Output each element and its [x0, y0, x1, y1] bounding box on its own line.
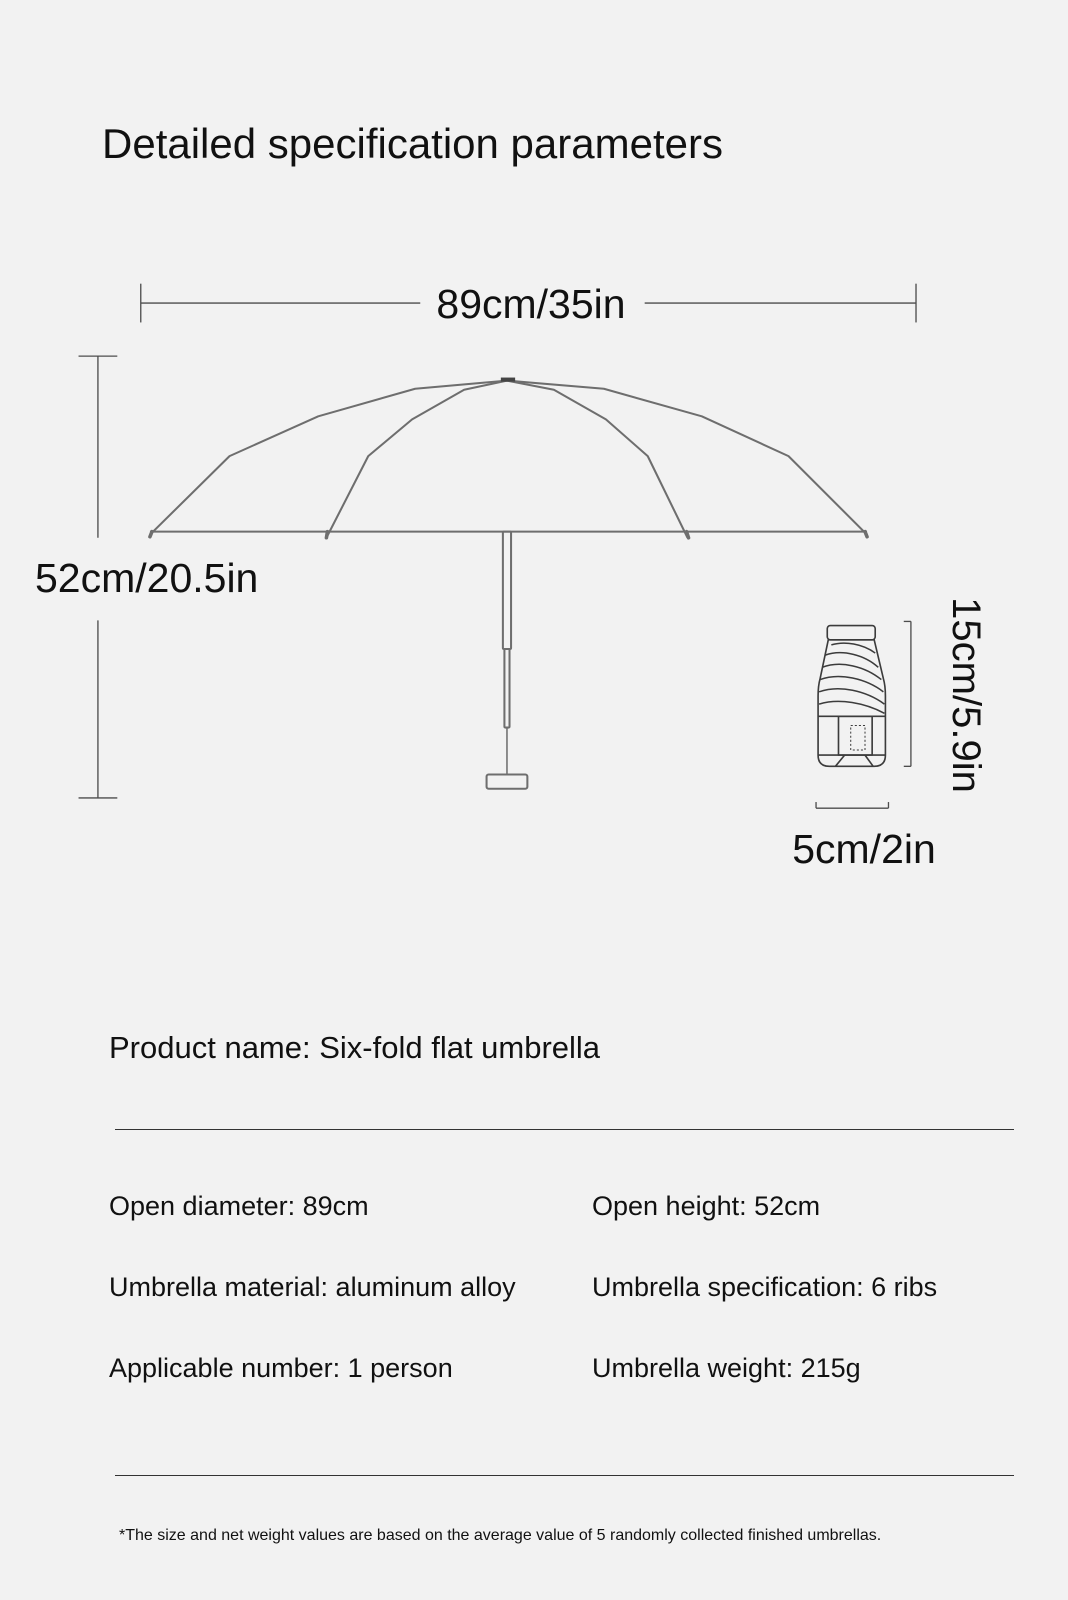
- canopy-top-cap: [501, 378, 515, 382]
- folded-umbrella-drawing: [818, 626, 885, 767]
- folded-length-dimension-line: [904, 621, 911, 766]
- rib-tip-3: [686, 532, 688, 538]
- pleat-stripe-3: [822, 664, 881, 679]
- canopy-inner-ribs: [326, 381, 687, 538]
- upper-shaft: [503, 532, 511, 649]
- lower-shaft: [504, 649, 509, 728]
- folded-body-outline: [818, 640, 885, 767]
- umbrella-handle: [487, 774, 528, 788]
- pleat-stripe-4: [820, 677, 883, 692]
- divider-top: [115, 1129, 1014, 1130]
- spec-umbrella-material: Umbrella material: aluminum alloy: [109, 1272, 516, 1302]
- page-title: Detailed specification parameters: [102, 120, 723, 167]
- canopy-outer-ribs: [150, 381, 867, 535]
- strap-band: [838, 716, 872, 755]
- pleat-stripe-1: [831, 643, 875, 653]
- strap-button: [851, 726, 865, 750]
- folded-width-dimension-line: [816, 802, 888, 808]
- divider-bottom: [115, 1475, 1014, 1476]
- spec-umbrella-specification: Umbrella specification: 6 ribs: [592, 1272, 938, 1302]
- pleat-stripe-2: [825, 653, 878, 668]
- rib-tip-2: [326, 532, 327, 538]
- spec-open-diameter: Open diameter: 89cm: [109, 1191, 369, 1221]
- pleat-stripe-6: [819, 701, 884, 713]
- folded-top-cap: [827, 626, 875, 640]
- rib-tip-1: [150, 532, 152, 537]
- footnote: *The size and net weight values are based on the average value of 5 randomly collected finished umbrellas.: [119, 1527, 882, 1544]
- folded-bottom-tab: [835, 755, 873, 766]
- folded-pleat-stripes: [819, 643, 884, 713]
- pleat-stripe-5: [819, 689, 884, 704]
- spec-open-height: Open height: 52cm: [592, 1191, 821, 1221]
- rib-tips: [150, 532, 867, 538]
- spec-umbrella-weight: Umbrella weight: 215g: [592, 1353, 861, 1383]
- product-name: Product name: Six-fold flat umbrella: [109, 1030, 601, 1065]
- folded-length-label: 15cm/5.9in: [944, 597, 988, 793]
- open-diameter-label: 89cm/35in: [436, 281, 626, 327]
- folded-width-label: 5cm/2in: [792, 826, 936, 872]
- open-height-label: 52cm/20.5in: [35, 555, 259, 601]
- rib-tip-4: [865, 532, 867, 537]
- spec-applicable-number: Applicable number: 1 person: [109, 1353, 453, 1383]
